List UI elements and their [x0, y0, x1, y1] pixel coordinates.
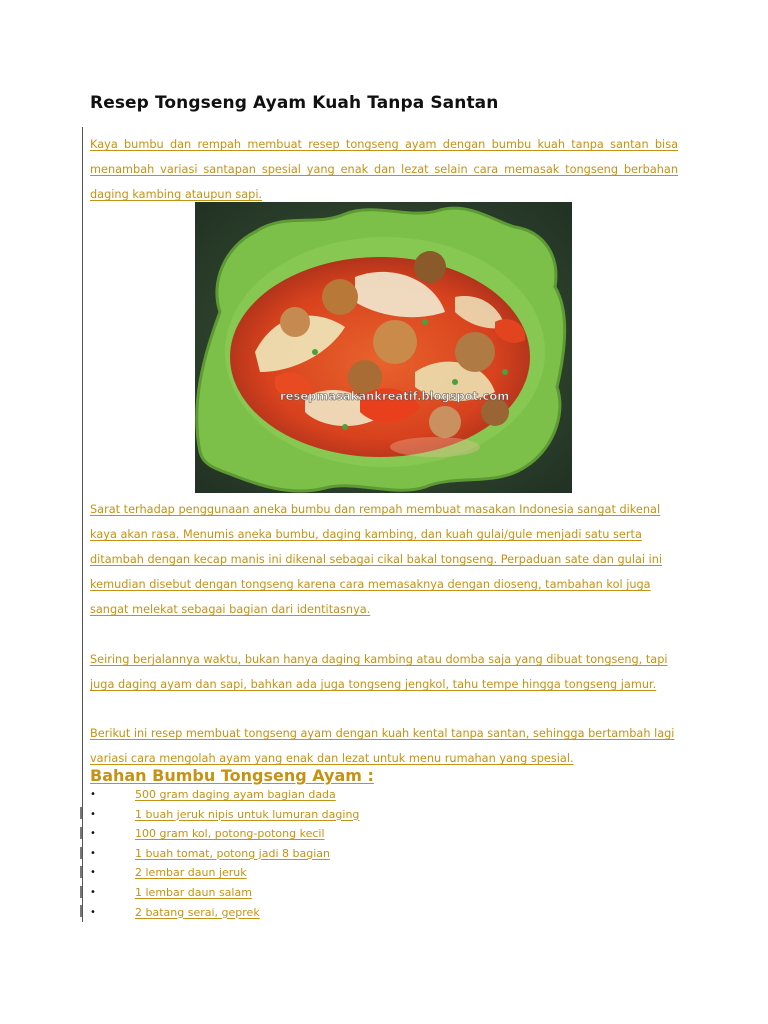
- tongseng-photo: [195, 202, 572, 493]
- intro-paragraph[interactable]: Kaya bumbu dan rempah membuat resep tongseng ayam dengan bumbu kuah tanpa santan bisa menambah variasi santapan spesial yang enak dan lezat selain cara memasak tongseng berbahan daging kambing ataupun sapi.: [90, 138, 678, 201]
- list-item: [90, 805, 590, 825]
- list-item: [90, 863, 590, 883]
- bullet-icon: •: [90, 828, 96, 840]
- margin-tick: [80, 807, 82, 819]
- margin-tick: [80, 847, 82, 859]
- bullet-icon: •: [90, 808, 96, 820]
- margin-tick: [80, 886, 82, 898]
- ingredient-link[interactable]: 500 gram daging ayam bagian dada: [135, 788, 336, 801]
- left-margin-rule: [82, 127, 83, 922]
- body-paragraph[interactable]: Berikut ini resep membuat tongseng ayam dengan kuah kental tanpa santan, sehingga bertambah lagi variasi cara mengolah ayam yang enak dan lezat untuk menu rumahan yang spesial.: [90, 727, 675, 765]
- ingredient-link[interactable]: 1 lembar daun salam: [135, 885, 252, 899]
- bullet-icon: •: [90, 867, 96, 879]
- margin-tick: [80, 866, 82, 878]
- ingredient-link[interactable]: 1 buah tomat, potong jadi 8 bagian: [135, 846, 330, 860]
- margin-tick: [80, 827, 82, 839]
- ingredient-link[interactable]: 1 buah jeruk nipis untuk lumuran daging: [135, 807, 360, 821]
- ingredients-list: [90, 785, 590, 922]
- bullet-icon: •: [90, 847, 96, 859]
- image-watermark: resepmasakankreatif.blogspot.com: [280, 389, 510, 403]
- list-item: [90, 903, 590, 923]
- food-photo-icon: [195, 202, 572, 493]
- body-paragraph[interactable]: Seiring berjalannya waktu, bukan hanya daging kambing atau domba saja yang dibuat tongseng, tapi juga daging ayam dan sapi, bahkan ada juga tongseng jengkol, tahu tempe hingga tongseng jamur.: [90, 653, 668, 691]
- ingredient-link[interactable]: 2 lembar daun jeruk: [135, 866, 247, 880]
- list-item: [90, 883, 590, 903]
- list-item: [90, 824, 590, 844]
- ingredients-heading[interactable]: Bahan Bumbu Tongseng Ayam :: [90, 766, 374, 785]
- bullet-icon: •: [90, 906, 96, 918]
- margin-tick: [80, 905, 82, 917]
- page-title: Resep Tongseng Ayam Kuah Tanpa Santan: [90, 93, 499, 113]
- bullet-icon: •: [90, 789, 96, 800]
- ingredient-link[interactable]: 100 gram kol, potong-potong kecil: [135, 827, 325, 841]
- bullet-icon: •: [90, 886, 96, 898]
- ingredient-link[interactable]: 2 batang serai, geprek: [135, 905, 260, 919]
- list-item: [90, 844, 590, 864]
- body-paragraph[interactable]: Sarat terhadap penggunaan aneka bumbu dan rempah membuat masakan Indonesia sangat dikenal kaya akan rasa. Menumis aneka bumbu, daging kambing, dan kuah gulai/gule menjadi satu serta ditambah dengan kecap manis ini dikenal sebagai cikal bakal tongseng. Perpaduan sate dan gulai ini kemudian disebut dengan tongseng karena cara memasaknya dengan dioseng, tambahan kol juga sangat melekat sebagai bagian dari identitasnya.: [90, 503, 663, 616]
- list-item: [90, 785, 590, 805]
